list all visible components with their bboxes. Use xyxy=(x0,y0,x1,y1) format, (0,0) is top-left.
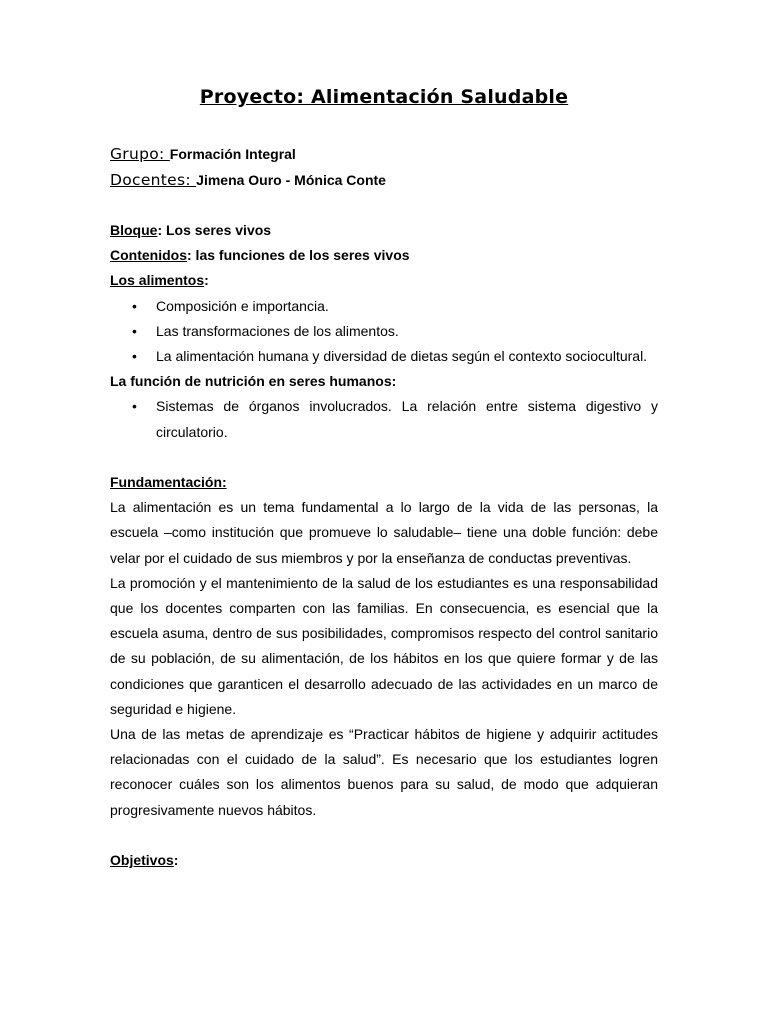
fundamentacion-paragraph: Una de las metas de aprendizaje es “Practicar hábitos de higiene y adquirir actitudes relacionadas con el cuidado de la salud”. Es necesario que los estudiantes logren reconocer cuáles son los alimentos buenos para su salud, de modo que adquieran progresivamente nuevos hábitos. xyxy=(110,726,658,818)
spacer xyxy=(110,445,658,470)
alimentos-heading: Los alimentos: xyxy=(110,272,209,289)
docentes-value: Jimena Ouro - Mónica Conte xyxy=(196,172,386,188)
list-item: • Sistemas de órganos involucrados. La relación entre sistema digestivo y circulatorio. xyxy=(110,394,658,444)
bullet-icon: • xyxy=(132,398,137,415)
alimentos-label: Los alimentos xyxy=(110,272,205,289)
objetivos-heading: Objetivos: xyxy=(110,852,179,869)
contenidos-label: Contenidos xyxy=(110,247,187,264)
spacer xyxy=(110,823,658,848)
grupo-line xyxy=(110,142,296,167)
document-body xyxy=(110,218,658,873)
objetivos-label: Objetivos xyxy=(110,852,174,869)
docentes-line xyxy=(110,168,386,193)
bloque-label: Bloque xyxy=(110,222,158,238)
nutricion-heading: La función de nutrición en seres humanos: xyxy=(110,373,397,390)
document-title: Proyecto: Alimentación Saludable xyxy=(199,86,569,108)
docentes-label: Docentes: xyxy=(110,171,191,189)
nutricion-list xyxy=(110,394,658,444)
bullet-icon: • xyxy=(132,322,137,339)
bloque-line xyxy=(110,218,658,243)
alimentos-list xyxy=(110,294,658,370)
fundamentacion-heading: Fundamentación: xyxy=(110,474,227,491)
fundamentacion-paragraph: La promoción y el mantenimiento de la salud de los estudiantes es una responsabilidad que los docentes comparten con las familias. En consecuencia, es esencial que la escuela asuma, dentro de sus posibilidades, compromisos respecto del control sanitario de su población, de su alimentación, de los hábitos en los que quiere formar y de las condiciones que garanticen el desarrollo adecuado de las actividades en un marco de seguridad e higiene. xyxy=(110,574,658,717)
bullet-icon: • xyxy=(132,297,137,314)
contenidos-line xyxy=(110,243,658,268)
bullet-icon: • xyxy=(132,348,137,365)
fundamentacion-paragraph: La alimentación es un tema fundamental a lo largo de la vida de las personas, la escuela –como institución que promueve lo saludable– tiene una doble función: debe velar por el cuidado de sus miembros y por la enseñanza de conductas preventivas. xyxy=(110,499,658,566)
grupo-value: Formación Integral xyxy=(169,146,296,162)
list-item: • Las transformaciones de los alimentos. xyxy=(110,319,658,344)
grupo-label: Grupo: xyxy=(110,145,165,163)
list-item: • La alimentación humana y diversidad de dietas según el contexto sociocultural. xyxy=(110,344,658,369)
bloque-value: : Los seres vivos xyxy=(157,222,272,238)
list-item: • Composición e importancia. xyxy=(110,294,658,319)
contenidos-value: : las funciones de los seres vivos xyxy=(187,247,410,264)
